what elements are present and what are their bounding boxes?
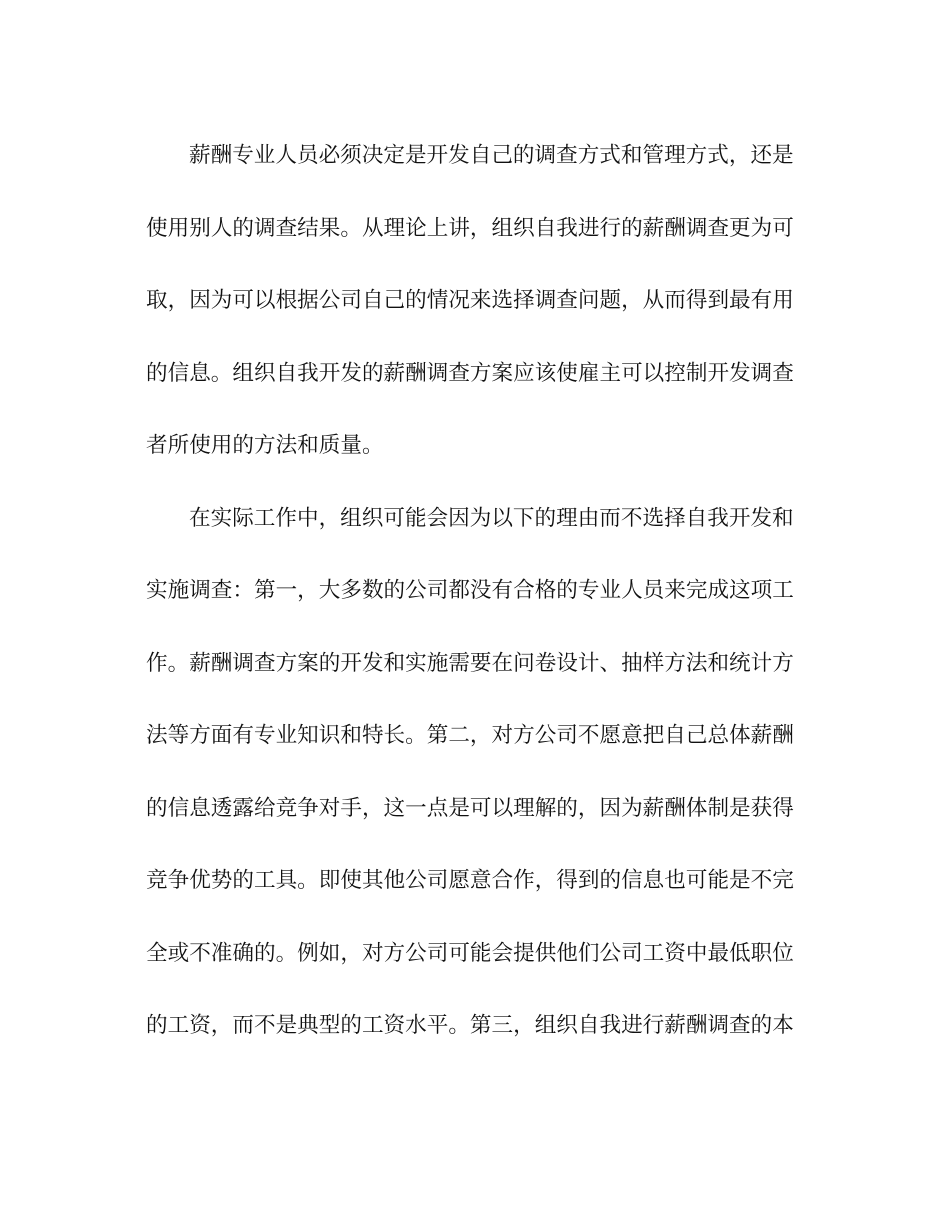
text-line: 使用别人的调查结果。从理论上讲，组织自我进行的薪酬调查更为可 — [146, 215, 794, 241]
paragraph-1 — [146, 126, 800, 489]
paragraph-2 — [146, 489, 800, 1069]
text-line: 在实际工作中，组织可能会因为以下的理由而不选择自我开发和 — [189, 505, 794, 531]
text-line: 者所使用的方法和质量。 — [146, 433, 384, 458]
text-line: 竞争优势的工具。即使其他公司愿意合作，得到的信息也可能是不完 — [146, 868, 794, 893]
document-body — [146, 126, 800, 1069]
text-line: 的信息透露给竞争对手，这一点是可以理解的，因为薪酬体制是获得 — [146, 795, 794, 821]
text-line: 作。薪酬调查方案的开发和实施需要在问卷设计、抽样方法和统计方 — [146, 650, 794, 676]
text-line: 实施调查：第一，大多数的公司都没有合格的专业人员来完成这项工 — [146, 578, 794, 603]
text-line: 取，因为可以根据公司自己的情况来选择调查问题，从而得到最有用 — [146, 288, 794, 313]
text-line: 的工资，而不是典型的工资水平。第三，组织自我进行薪酬调查的本 — [146, 1013, 794, 1038]
text-line: 法等方面有专业知识和特长。第二，对方公司不愿意把自己总体薪酬 — [146, 723, 794, 748]
text-line: 的信息。组织自我开发的薪酬调查方案应该使雇主可以控制开发调查 — [146, 360, 794, 386]
text-line: 全或不准确的。例如，对方公司可能会提供他们公司工资中最低职位 — [146, 940, 794, 966]
text-line: 薪酬专业人员必须决定是开发自己的调查方式和管理方式，还是 — [189, 143, 794, 168]
